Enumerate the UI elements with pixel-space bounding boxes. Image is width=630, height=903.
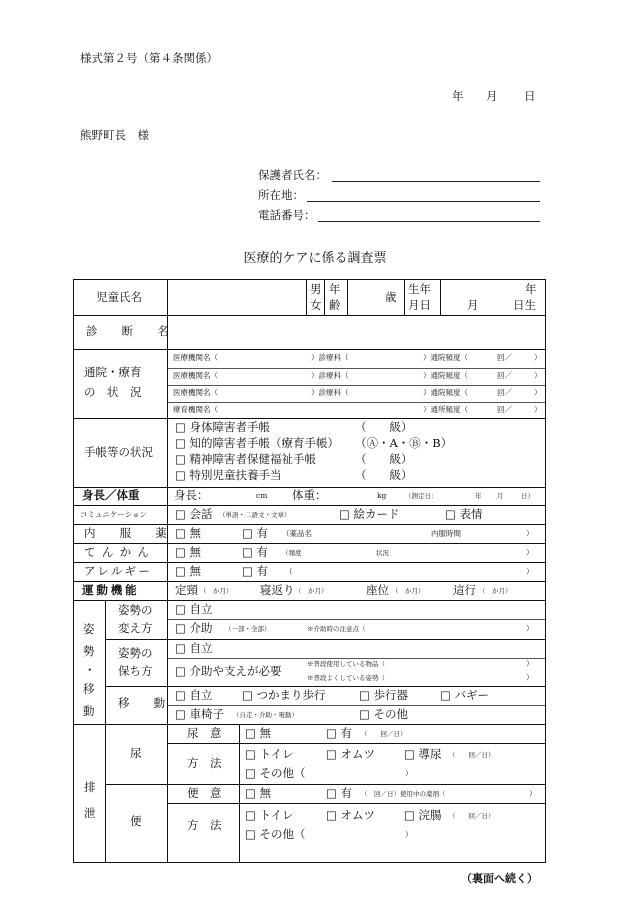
drug-name-label: （薬品名 [282, 529, 312, 538]
crawling-months: （ か月） [479, 587, 512, 595]
stool-urge-none-checkbox[interactable]: □ 無 [245, 786, 272, 800]
medication-none-checkbox[interactable]: □ 無 [175, 526, 202, 540]
dob-month: 月 [467, 298, 479, 312]
dob-label-bottom: 月日 [408, 298, 431, 312]
row-divider [105, 639, 545, 640]
conversation-checkbox[interactable]: □ 会話 [175, 507, 213, 521]
row-divider [167, 803, 545, 804]
continued-on-back: （裏面へ続く） [461, 872, 538, 885]
urine-urge-times: （ 回／日） [361, 730, 407, 738]
age-label-bottom: 齢 [329, 298, 341, 312]
movement-self-checkbox[interactable]: □ 自立 [175, 688, 213, 702]
sex-male-label[interactable]: 男 [310, 282, 322, 296]
stool-urge-times-medicine: （ 回／日）使用中の薬剤（ [361, 790, 446, 798]
guardian-phone-label: 電話番号： [258, 208, 316, 222]
allergy-yes-checkbox[interactable]: □ 有 [242, 564, 269, 578]
handbook-intellectual-grade[interactable]: （Ⓐ・A・Ⓑ・B） [355, 436, 453, 450]
measure-month: 月 [497, 492, 504, 500]
medication-yes-checkbox[interactable]: □ 有 [242, 526, 269, 540]
allergy-label: アレルギー [84, 564, 153, 578]
col-divider [440, 280, 441, 315]
survey-table [73, 279, 546, 863]
col-divider [105, 600, 106, 862]
row-divider [74, 315, 545, 316]
row-divider [167, 743, 545, 744]
urine-urge-label: 尿 意 [187, 726, 222, 740]
stool-diaper-checkbox[interactable]: □ オムツ [326, 808, 376, 822]
hospital-department: ）診療科（ [311, 371, 349, 380]
handbook-mental-grade: （ 級） [355, 452, 413, 466]
motor-function-label: 運動機能 [82, 583, 140, 597]
excretion-label-1: 排 [84, 780, 96, 794]
col-divider [347, 280, 348, 315]
picture-card-checkbox[interactable]: □ 絵カード [339, 507, 400, 521]
row-divider [167, 705, 545, 706]
stool-other-end: ） [405, 830, 413, 839]
addressee: 熊野町長 様 [80, 128, 149, 142]
urine-catheter-times: （ 回／日） [449, 751, 495, 759]
row-divider [105, 686, 545, 687]
col-divider [324, 280, 325, 315]
medication-label: 内 服 薬 [84, 526, 174, 540]
hospital-department: ）診療科（ [311, 388, 349, 397]
posture-change-label-2: 変え方 [118, 621, 153, 635]
sex-female-label[interactable]: 女 [310, 298, 322, 312]
row-divider [74, 505, 545, 506]
posture-group-char: ・ [84, 663, 96, 677]
hospital-row-end: ） [534, 371, 542, 380]
posture-keep-end: ） [526, 673, 534, 682]
movement-buggy-checkbox[interactable]: □ バギー [440, 688, 490, 702]
stool-other-checkbox[interactable]: □ その他（ [245, 827, 306, 841]
row-divider [74, 724, 545, 725]
handbook-intellectual-checkbox[interactable]: □ 知的障害者手帳（療育手帳） [175, 436, 340, 450]
special-allowance-grade: （ 級） [355, 468, 413, 482]
medication-end: ） [526, 529, 534, 538]
col-divider [167, 280, 168, 862]
posture-keep-help-checkbox[interactable]: □ 介助や支えが必要 [175, 664, 282, 678]
posture-change-label-1: 姿勢の [118, 603, 153, 617]
urine-catheter-checkbox[interactable]: □ 導尿 [404, 747, 442, 761]
posture-keep-items-note: ※普段使用している物品（ [307, 660, 385, 668]
posture-group-char: 移 [83, 682, 95, 696]
allergy-end: ） [526, 567, 534, 576]
urine-other-end: ） [405, 769, 413, 778]
dob-label-top: 生年 [408, 282, 431, 296]
dose-time-label: 内服時間 [431, 529, 461, 538]
expression-checkbox[interactable]: □ 表情 [445, 507, 483, 521]
row-divider [167, 402, 545, 403]
row-divider [74, 581, 545, 582]
sitting-months: （ か月） [392, 587, 425, 595]
rolling-label: 寝返り [260, 583, 295, 597]
guardian-address-field[interactable] [307, 201, 540, 202]
posture-group-char: 姿 [83, 622, 95, 636]
col-divider [306, 280, 307, 315]
hospital-freq-unit: 回／ [497, 371, 512, 380]
urine-other-checkbox[interactable]: □ その他（ [245, 766, 306, 780]
height-weight-label: 身長／体重 [82, 488, 140, 502]
stool-method-label: 方 法 [187, 818, 222, 832]
sitting-label: 座位 [366, 583, 389, 597]
height-unit: cm [256, 491, 268, 500]
row-divider [105, 784, 545, 785]
date-day-label: 日 [524, 89, 536, 103]
posture-change-self-checkbox[interactable]: □ 自立 [175, 602, 213, 616]
epilepsy-frequency-label: （頻度 [282, 549, 302, 557]
urine-toilet-checkbox[interactable]: □ トイレ [245, 747, 294, 761]
epilepsy-end: ） [526, 548, 534, 557]
posture-change-help-checkbox[interactable]: □ 介助 [175, 621, 213, 635]
posture-change-end: ） [526, 624, 534, 633]
hospital-department: ）診療科（ [311, 353, 349, 362]
hospital-frequency: ）通院頻度（ [423, 371, 468, 380]
stool-urge-yes-checkbox[interactable]: □ 有 [326, 786, 353, 800]
guardian-address-label: 所在地： [258, 188, 304, 202]
allergy-none-checkbox[interactable]: □ 無 [175, 564, 202, 578]
row-divider [74, 562, 545, 563]
form-number: 様式第２号（第４条関係） [80, 51, 218, 65]
therapy-institution: 療育機関名（ [173, 405, 218, 414]
conversation-note: （単語・二語文・文章） [219, 511, 291, 519]
diagnosis-label: 診 断 名 [86, 324, 176, 338]
movement-other-checkbox[interactable]: □ その他 [359, 707, 409, 721]
posture-change-caution: ※介助時の注意点（ [307, 625, 366, 633]
neck-control-label: 定頸 [175, 583, 198, 597]
child-name-field[interactable] [172, 284, 302, 312]
form-title: 医療的ケアに係る調査票 [243, 251, 387, 266]
row-divider [167, 368, 545, 369]
posture-keep-label-2: 保ち方 [118, 664, 153, 678]
row-divider [74, 349, 545, 350]
epilepsy-yes-checkbox[interactable]: □ 有 [242, 545, 269, 559]
hospital-label-line2: の 状 況 [84, 385, 142, 399]
allergy-open: （ [285, 567, 293, 576]
hospital-institution: 医療機関名（ [173, 388, 218, 397]
therapy-freq-unit: 回／ [497, 405, 512, 414]
handbook-label: 手帳等の状況 [84, 445, 153, 459]
hospital-label-line1: 通院・療育 [84, 365, 142, 379]
hospital-frequency: ）通院頻度（ [423, 353, 468, 362]
stool-enema-checkbox[interactable]: □ 浣腸 [404, 808, 442, 822]
posture-group-char: 動 [83, 704, 95, 718]
movement-wheelchair-checkbox[interactable]: □ 車椅子 [175, 707, 225, 721]
col-divider [239, 724, 240, 862]
age-label-top: 年 [329, 282, 341, 296]
stool-urge-label: 便 意 [187, 786, 222, 800]
epilepsy-none-checkbox[interactable]: □ 無 [175, 545, 202, 559]
posture-group-char: 勢 [83, 644, 95, 658]
dob-year: 年 [525, 282, 537, 296]
date-month-label: 月 [486, 89, 498, 103]
stool-label: 便 [130, 814, 142, 828]
measure-day: 日） [521, 492, 534, 500]
guardian-phone-field[interactable] [318, 221, 540, 222]
stool-toilet-checkbox[interactable]: □ トイレ [245, 808, 294, 822]
special-allowance-checkbox[interactable]: □ 特別児童扶養手当 [175, 468, 282, 482]
guardian-name-field[interactable] [332, 181, 540, 182]
row-divider [167, 619, 545, 620]
excretion-label-2: 泄 [84, 806, 96, 820]
row-divider [167, 658, 545, 659]
stool-enema-times: （ 回／日） [449, 812, 495, 820]
epilepsy-label: てんかん [84, 545, 156, 559]
weight-label: 体重： [292, 488, 327, 502]
weight-unit: kg [377, 491, 387, 500]
rolling-months: （ か月） [295, 587, 328, 595]
hospital-frequency: ）通院頻度（ [423, 388, 468, 397]
wheelchair-note: （自走・介助・電動） [233, 711, 298, 719]
row-divider [74, 418, 545, 419]
movement-hold-walk-checkbox[interactable]: □ つかまり歩行 [242, 688, 326, 702]
measure-year: 年 [475, 492, 482, 500]
handbook-mental-checkbox[interactable]: □ 精神障害者保健福祉手帳 [175, 452, 317, 466]
hospital-institution: 医療機関名（ [173, 371, 218, 380]
row-divider [167, 385, 545, 386]
date-year-label: 年 [452, 89, 464, 103]
posture-keep-label-1: 姿勢の [118, 646, 153, 660]
urine-diaper-checkbox[interactable]: □ オムツ [326, 747, 376, 761]
urine-method-label: 方 法 [187, 756, 222, 770]
age-unit: 歳 [385, 290, 397, 304]
guardian-name-label: 保護者氏名： [258, 168, 327, 182]
posture-change-help-note: （一部・全部） [225, 625, 271, 633]
child-name-label: 児童氏名 [96, 290, 142, 304]
urine-label: 尿 [130, 746, 142, 760]
hospital-institution: 医療機関名（ [173, 353, 218, 362]
movement-walker-checkbox[interactable]: □ 歩行器 [359, 688, 409, 702]
hospital-freq-unit: 回／ [497, 388, 512, 397]
hospital-freq-unit: 回／ [497, 353, 512, 362]
height-label: 身長： [174, 488, 209, 502]
therapy-frequency: ）通所頻度（ [423, 405, 468, 414]
communication-label: コミュニケーション [80, 510, 148, 519]
neck-control-months: （ か月） [200, 587, 233, 595]
col-divider [404, 280, 405, 315]
handbook-physical-checkbox[interactable]: □ 身体障害者手帳 [175, 420, 271, 434]
hospital-row-end: ） [534, 388, 542, 397]
row-divider [74, 524, 545, 525]
dob-day: 日生 [513, 298, 536, 312]
urine-urge-none-checkbox[interactable]: □ 無 [245, 726, 272, 740]
posture-keep-position-note: ※普段よくしている姿勢（ [307, 674, 385, 682]
hospital-row-end: ） [534, 353, 542, 362]
movement-label: 移 動 [118, 696, 172, 710]
stool-urge-end: ） [529, 789, 537, 798]
row-divider [74, 600, 545, 601]
urine-urge-yes-checkbox[interactable]: □ 有 [326, 726, 353, 740]
therapy-row-end: ） [534, 405, 542, 414]
row-divider [74, 543, 545, 544]
measure-date-label: （測定日： [405, 492, 438, 500]
crawling-label: 這行 [453, 583, 476, 597]
posture-keep-end: ） [526, 659, 534, 668]
posture-keep-self-checkbox[interactable]: □ 自立 [175, 641, 213, 655]
handbook-physical-grade: （ 級） [355, 420, 413, 434]
epilepsy-state-label: 状況 [376, 549, 389, 557]
